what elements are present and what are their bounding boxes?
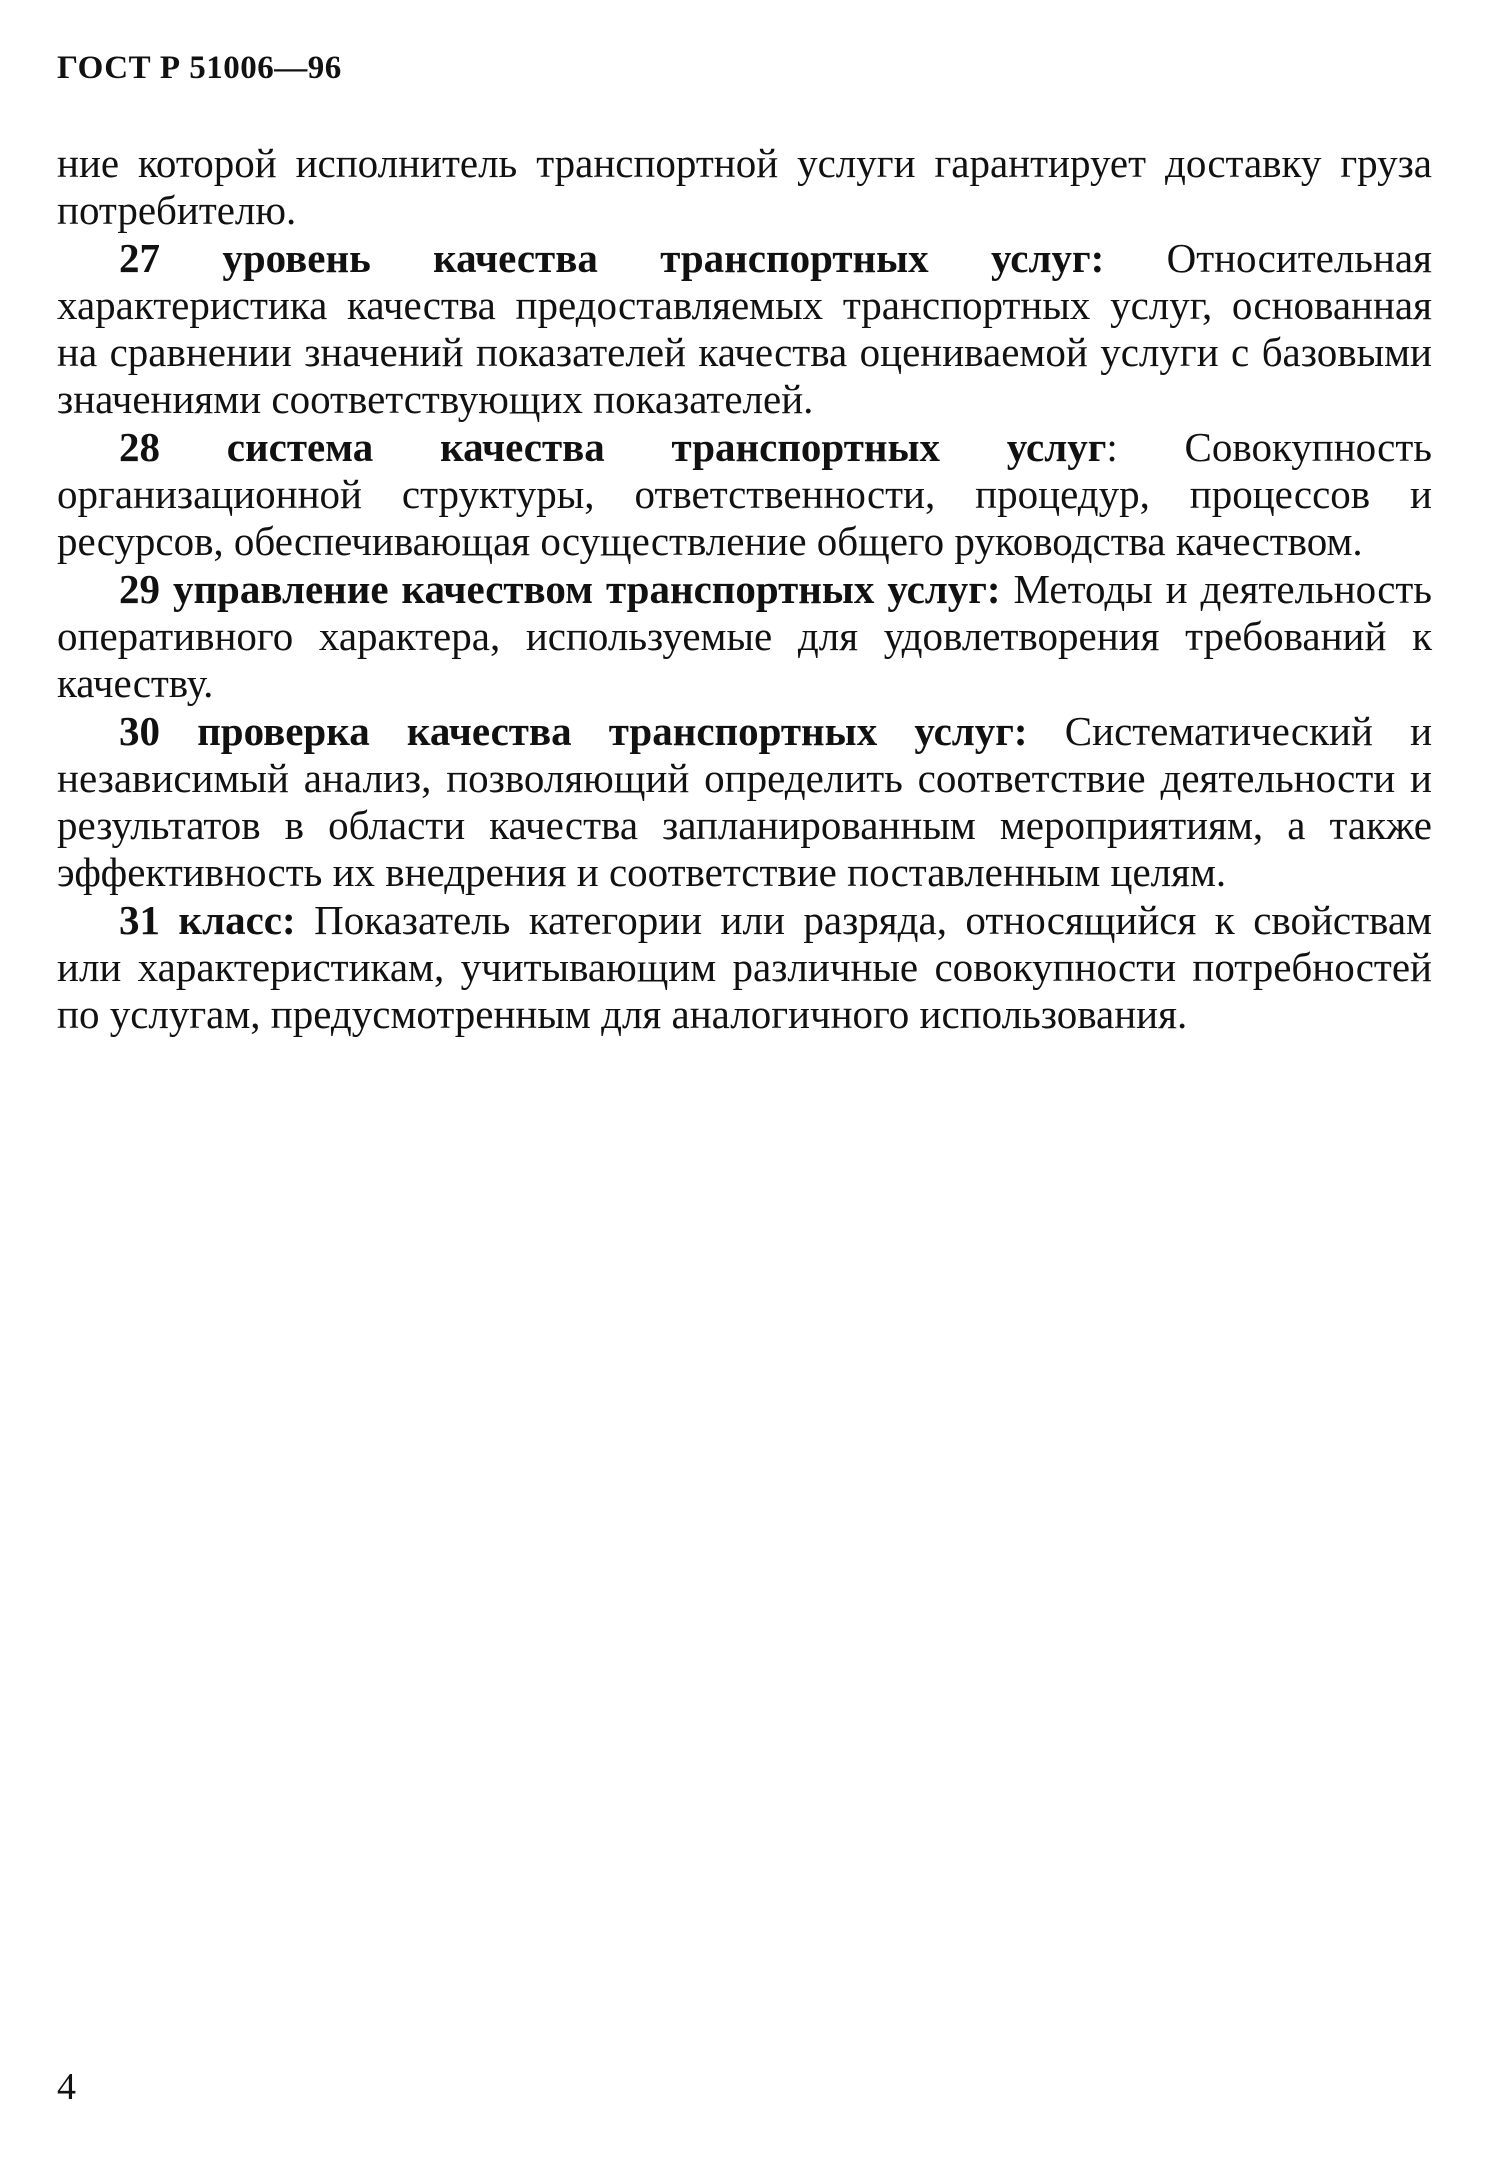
term-definition: Методы и деятельность оперативного характера, используемые для удовлетворения требований к качеству. xyxy=(57,565,1433,707)
term-28 xyxy=(57,424,1432,566)
term-29 xyxy=(57,566,1432,708)
term-31 xyxy=(57,897,1432,1039)
term-number: 30 xyxy=(119,707,160,754)
term-definition: Показатель категории или разряда, относящийся к свойствам или характеристикам, учитывающим различные совокупности потребностей по услугам, предусмотренным для аналогичного использования. xyxy=(57,896,1433,1038)
term-number: 29 xyxy=(119,565,160,612)
term-definition: : Совокупность организационной структуры, ответственности, процедур, процессов и ресурсов, обеспечивающая осуществление общего руководства качеством. xyxy=(57,423,1432,565)
standard-header: ГОСТ Р 51006—96 xyxy=(57,50,342,86)
page-number: 4 xyxy=(57,2066,76,2108)
term-number: 28 xyxy=(119,423,160,470)
term-name: система качества транспортных услуг xyxy=(226,423,1107,470)
term-name: уровень качества транспортных услуг: xyxy=(222,234,1105,281)
term-30 xyxy=(57,708,1432,897)
document-body xyxy=(57,140,1432,1039)
continuation-paragraph: ние которой исполнитель транспортной услуги гарантирует доставку груза потребителю. xyxy=(57,140,1432,234)
term-name: класс: xyxy=(178,896,296,943)
term-number: 27 xyxy=(119,234,160,281)
term-number: 31 xyxy=(119,896,160,943)
term-name: проверка качества транспортных услуг: xyxy=(197,707,1028,754)
term-name: управление качеством транспортных услуг: xyxy=(172,565,1001,612)
term-definition: Относительная характеристика качества предоставляемых транспортных услуг, основанная на сравнении значений показателей качества оцениваемой услуги с базовыми значениями соответствующих показателей. xyxy=(57,234,1432,423)
term-definition: Систематический и независимый анализ, позволяющий определить соответствие деятельности и результатов в области качества запланированным мероприятиям, а также эффективность их внедрения и соответствие поставленным целям. xyxy=(57,707,1433,896)
term-27 xyxy=(57,235,1432,424)
